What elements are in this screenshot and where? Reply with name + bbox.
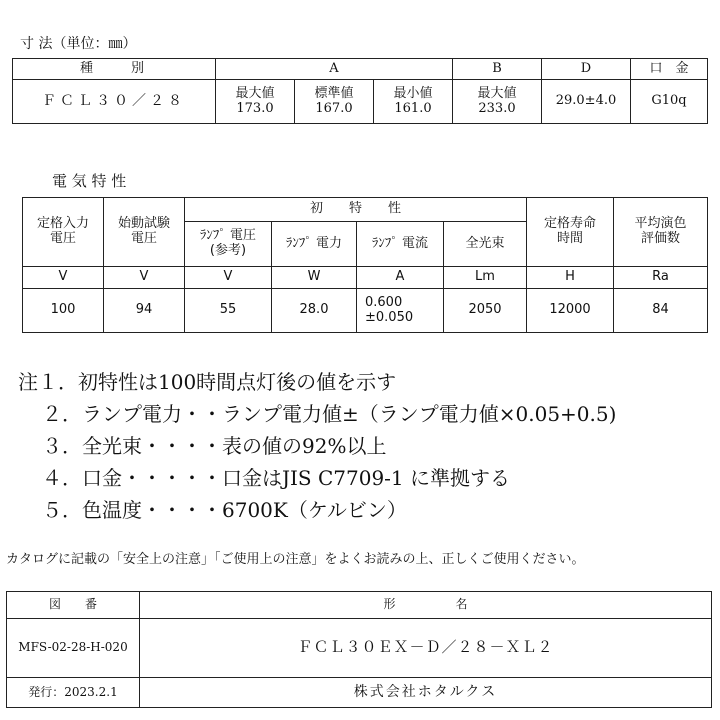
rated-voltage-l1: 定格入力: [36, 216, 89, 232]
lamp-current-nominal: 0.600: [365, 294, 403, 310]
base-value: G10q: [631, 80, 708, 124]
lamp-voltage-l1: ﾗﾝﾌﾟ 電圧: [199, 228, 257, 244]
a-min-label: 最小値: [393, 85, 433, 101]
rated-voltage-l2: 電圧: [49, 231, 76, 246]
b-label: 最大値: [477, 85, 517, 101]
unit-start-voltage: V: [104, 267, 185, 289]
header-lamp-power: ﾗﾝﾌﾟ 電力: [272, 222, 357, 267]
start-voltage-l1: 始動試験: [117, 216, 170, 232]
value-rated-life: 12000: [527, 289, 614, 333]
header-type: 種 別: [13, 59, 216, 80]
header-cri: [614, 198, 708, 267]
start-voltage-l2: 電圧: [130, 231, 157, 246]
issue-date: 発行：2023.2.1: [7, 678, 140, 708]
a-max-cell: [216, 80, 295, 124]
drawing-number-label: 図 番: [7, 592, 140, 619]
b-cell: [453, 80, 542, 124]
a-max-label: 最大値: [235, 85, 275, 101]
header-lamp-current: ﾗﾝﾌﾟ 電流: [357, 222, 444, 267]
note-2: ２．ランプ電力・・ランプ電力値±（ランプ電力値×0.05+0.5): [42, 402, 617, 426]
d-value: 29.0±4.0: [542, 80, 631, 124]
rated-life-l2: 時間: [556, 231, 583, 246]
value-start-voltage: 94: [104, 289, 185, 333]
note-1: 注１．初特性は100時間点灯後の値を示す: [18, 370, 397, 394]
header-d: D: [542, 59, 631, 80]
header-lamp-voltage: [185, 222, 272, 267]
header-start-voltage: [104, 198, 185, 267]
note-5: ５．色温度・・・・6700K（ケルビン）: [42, 498, 407, 522]
cri-l1: 平均演色: [634, 216, 687, 232]
header-rated-life: [527, 198, 614, 267]
drawing-number: MFS-02-28-H-020: [7, 619, 140, 678]
unit-rated-voltage: V: [23, 267, 104, 289]
a-min-cell: [374, 80, 453, 124]
value-lamp-power: 28.0: [272, 289, 357, 333]
footer-table: [6, 591, 712, 708]
unit-lamp-power: W: [272, 267, 357, 289]
unit-cri: Ra: [614, 267, 708, 289]
lamp-voltage-l2: (参考): [209, 243, 247, 258]
unit-rated-life: H: [527, 267, 614, 289]
electrical-table: [22, 197, 708, 333]
header-b: B: [453, 59, 542, 80]
a-std-value: 167.0: [315, 100, 353, 116]
note-3: ３．全光束・・・・表の値の92%以上: [42, 434, 387, 458]
model-label: 形 名: [140, 592, 712, 619]
a-min-value: 161.0: [394, 100, 432, 116]
a-max-value: 173.0: [236, 100, 274, 116]
header-initial: 初 特 性: [185, 198, 527, 222]
header-a: A: [216, 59, 453, 80]
model-number: ＦＣＬ３０ＥＸ－Ｄ／２８－ＸＬ２: [140, 619, 712, 678]
value-rated-voltage: 100: [23, 289, 104, 333]
dimensions-table: [12, 58, 708, 124]
note-4: ４．口金・・・・・口金はJIS C7709-1 に準拠する: [42, 466, 511, 490]
value-cri: 84: [614, 289, 708, 333]
cri-l2: 評価数: [640, 231, 680, 246]
electrical-heading: 電 気 特 性: [52, 172, 127, 190]
a-std-cell: [295, 80, 374, 124]
header-luminous-flux: 全光束: [444, 222, 527, 267]
value-luminous-flux: 2050: [444, 289, 527, 333]
unit-lamp-voltage: V: [185, 267, 272, 289]
a-std-label: 標準値: [314, 85, 354, 101]
value-lamp-voltage: 55: [185, 289, 272, 333]
company-name: 株式会社ホタルクス: [140, 678, 712, 708]
unit-lamp-current: A: [357, 267, 444, 289]
header-rated-voltage: [23, 198, 104, 267]
caution-text: カタログに記載の「安全上の注意」「ご使用上の注意」をよくお読みの上、正しくご使用ください。: [6, 552, 585, 567]
type-value: ＦＣＬ３０／２８: [13, 80, 216, 124]
unit-luminous-flux: Lm: [444, 267, 527, 289]
rated-life-l1: 定格寿命: [543, 216, 596, 232]
lamp-current-tolerance: ±0.050: [365, 309, 414, 325]
header-base: 口 金: [631, 59, 708, 80]
dimensions-heading: 寸 法（単位：㎜）: [20, 36, 137, 52]
value-lamp-current: [357, 289, 444, 333]
b-value: 233.0: [478, 100, 516, 116]
